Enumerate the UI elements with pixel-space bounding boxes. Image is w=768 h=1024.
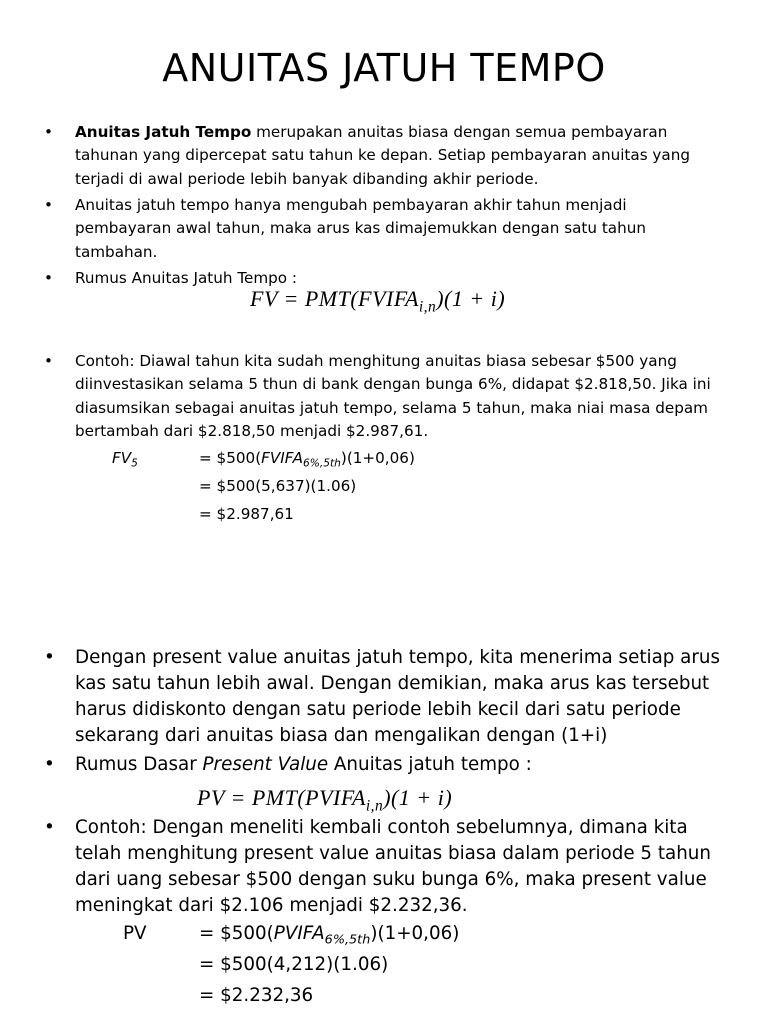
bullet-pv-explanation: [44, 645, 724, 749]
bullet-explanation: [44, 194, 724, 264]
bullet-text: Rumus Anuitas Jatuh Tempo :: [75, 269, 298, 287]
bullet-text: Contoh: Diawal tahun kita sudah menghitung anuitas biasa sebesar $500 yang diinvestasikan selama 5 thun di bank dengan bunga 6%, didapat $2.818,50. Jika ini diasumsikan sebagai anuitas jatuh tempo, selama 5 tahun, maka niai masa depam bertambah dari $2.818,50 menjadi $2.987,61.: [75, 352, 711, 440]
bullet-dot: •: [44, 269, 53, 287]
calc-line-2: = $500(4,212)(1.06): [199, 954, 389, 975]
bullet-dot: •: [44, 817, 55, 838]
bullet-text: merupakan anuitas biasa dengan semua pembayaran tahunan yang dipercepat satu tahun ke depan. Setiap pembayaran anuitas yang terjadi di awal periode lebih banyak dibanding akhir periode.: [75, 123, 690, 188]
calc-label: PV: [123, 923, 147, 944]
bullet-text: Dengan present value anuitas jatuh tempo, kita menerima setiap arus kas satu tahun lebih awal. Dengan demikian, maka arus kas tersebut harus didiskonto dengan satu periode lebih kecil dari satu periode sekarang dari anuitas biasa dan mengalikan dengan (1+i): [75, 647, 721, 746]
calc-line-1: = $\$500(PVIFA_{6\%,5th})(1+0,06)$: [199, 923, 460, 948]
bullet-text: Contoh: Dengan meneliti kembali contoh sebelumnya, dimana kita telah menghitung present value anuitas biasa dalam periode 5 tahun dari uang sebesar $500 dengan suku bunga 6%, maka present value meningkat dari $2.106 menjadi $2.232,36.: [75, 817, 711, 916]
bullet-pv-formula-label: • Rumus Dasar Present Value Anuitas jatuh tempo :: [44, 752, 724, 778]
page-title: ANUITAS JATUH TEMPO: [162, 46, 606, 90]
bullet-text: Anuitas jatuh tempo hanya mengubah pembayaran akhir tahun menjadi pembayaran awal tahun, maka arus kas dimajemukkan dengan satu tahun tambahan.: [75, 196, 646, 261]
pv-formula: PV = $PMT(PVIFA_{i,n})(1 + i)$: [197, 785, 453, 815]
bullet-definition: [44, 121, 724, 191]
bullet-pv-example: [44, 815, 724, 919]
calc-line-1: = $\$500(FVIFA_{6\%,5th})(1+0,06)$: [199, 449, 415, 470]
bullet-dot: •: [44, 352, 53, 370]
term-bold: Anuitas Jatuh Tempo: [75, 123, 252, 141]
calc-line-2: = $500(5,637)(1.06): [199, 477, 357, 495]
calc-line-3: = $2.232,36: [199, 985, 314, 1006]
fv-formula: FV = $PMT(FVIFA_{i,n})(1 + i)$: [250, 286, 506, 316]
bullet-dot: •: [44, 754, 55, 775]
bullet-example: [44, 350, 724, 443]
calc-line-3: = $2.987,61: [199, 505, 294, 523]
bullet-dot: •: [44, 123, 53, 141]
calc-label: $FV_5$: [112, 449, 138, 470]
bullet-dot: •: [44, 196, 53, 214]
bullet-dot: •: [44, 647, 55, 668]
